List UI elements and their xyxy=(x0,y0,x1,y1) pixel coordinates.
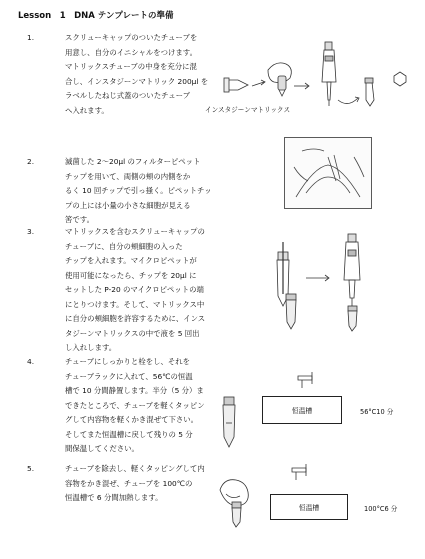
step-text: マトリックスを含むスクリューキャップの チューブに、自分の頬細胞の入った チップを入れます。マイクロピペットが 使用可能になったら、チップを 20µl に セットした P-20 のマイクロピペットの端 にとりつけます。そして、マトリックス中 に自分の頬細胞を許容するために、インス タジーンマトリックスの中で液を 5 回出 し入れします。 xyxy=(65,227,206,352)
step-text: チューブを除去し、軽くタッピングして内 容物をかき混ぜ、チューブを 100℃の 恒温槽で 6 分間加熱します。 xyxy=(65,464,205,502)
step-number: 4. xyxy=(27,357,35,366)
step-number: 3. xyxy=(27,227,35,236)
water-bath-100-box xyxy=(270,494,348,520)
step4-hand-tube-illustration xyxy=(218,395,242,453)
instagene-matrix-label: インスタジーンマトリックス xyxy=(205,106,291,114)
step5-tube-rack-illustration xyxy=(290,462,320,482)
step3-pipette-illustration xyxy=(270,232,380,332)
step-text: チューブにしっかりと栓をし、それを チューブラックに入れて、56℃の恒温 槽で 10 分間静置します。半分（5 分）ま できたところで、チューブを軽くタッピン グして内容物を軽くかき混ぜて下さい。 そしてまた恒温槽に戻して残りの 5 分 間保温してください。 xyxy=(65,357,205,453)
step-number: 2. xyxy=(27,157,35,166)
step1-tubes-illustration xyxy=(224,40,414,112)
page-title: Lesson 1 DNA テンプレートの準備 xyxy=(18,11,174,21)
step-text: 滅菌した 2～20µl のフィルターピペット チップを用いて、両側の頬の内側をか るく 10 回チップで引っ掻く。ピペットチッ プの上には小量の小さな細胞が見える 筈です。 xyxy=(65,157,212,224)
water-bath-56-box xyxy=(262,396,342,424)
cheek-scrape-illustration xyxy=(284,137,372,209)
step-number: 5. xyxy=(27,464,35,473)
step4-tube-rack-illustration xyxy=(296,370,326,390)
water-bath-label: 恒温槽 xyxy=(291,407,313,415)
step-number: 1. xyxy=(27,33,35,42)
step-text: スクリューキャップのついたチューブを 用意し、自分のイニシャルをつけます。 マトリックスチューブの中身を充分に混 合し、インスタジーンマトリック 200µl を ラベルしたねじ式蓋のついたチューブ へ入れます。 xyxy=(65,33,209,115)
step5-condition: 100°C6 分 xyxy=(364,505,398,513)
step5-tapping-hand-illustration xyxy=(216,472,256,528)
water-bath-label: 恒温槽 xyxy=(298,504,320,512)
step4-condition: 56°C10 分 xyxy=(360,408,394,416)
